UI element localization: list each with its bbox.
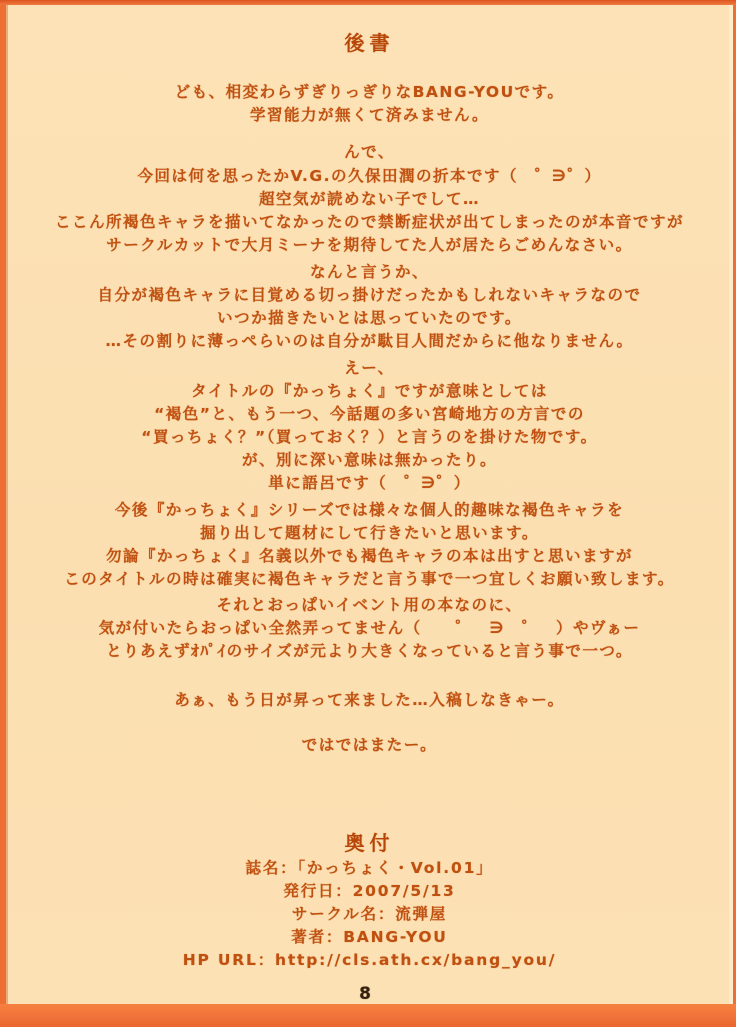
- paragraph: [6, 141, 733, 164]
- text-line: 勿論『かっちょく』名義以外でも褐色キャラの本は出すと思いますが: [105, 547, 633, 565]
- colophon-line: 発行日：2007/5/13: [283, 882, 456, 900]
- text-line: 気が付いたらおっぱい全然弄ってません（ ゜ ∋ ゜ ）やヴぁー: [98, 619, 641, 637]
- paragraph: [6, 165, 733, 257]
- paragraph: [6, 689, 733, 712]
- colophon-line: HP URL：http://cls.ath.cx/bang_you/: [182, 951, 557, 969]
- text-line: このタイトルの時は確実に褐色キャラだと言う事で一つ宜しくお願い致します。: [64, 570, 675, 588]
- paragraph: [6, 261, 733, 353]
- paragraph: [6, 357, 733, 495]
- text-line: 今後『かっちょく』シリーズでは様々な個人的趣味な褐色キャラを: [114, 501, 625, 519]
- text-line: 学習能力が無くて済みません。: [250, 106, 489, 124]
- text-line: あぁ、もう日が昇って来ました…入稿しなきゃー。: [174, 691, 565, 709]
- colophon-title: 奥付: [344, 831, 395, 855]
- afterword-section: [6, 5, 733, 1004]
- text-line: なんと言うか、: [309, 263, 429, 281]
- text-line: 単に語呂です（ ゜∋゜）: [268, 474, 471, 492]
- afterword-body: [6, 81, 733, 757]
- text-line: それとおっぱいイベント用の本なのに、: [216, 596, 523, 614]
- text-line: “買っちょく？”（買っておく？）と言うのを掛けた物です。: [141, 428, 598, 446]
- text-line: …その割りに薄っぺらいのは自分が駄目人間だからに他なりません。: [105, 332, 634, 350]
- text-line: タイトルの『かっちょく』ですが意味としては: [191, 382, 548, 400]
- text-line: 超空気が読めない子でして…: [258, 190, 480, 208]
- paragraph: [6, 499, 733, 591]
- colophon-line: 誌名：「かっちょく・Vol.01」: [245, 859, 494, 877]
- text-line: “褐色”と、もう一つ、今話題の多い宮崎地方の方言での: [154, 405, 585, 423]
- page-border-bottom: [0, 1004, 736, 1027]
- paragraph: [6, 81, 733, 127]
- paper: [6, 5, 733, 1004]
- text-line: 自分が褐色キャラに目覚める切っ掛けだったかもしれないキャラなので: [97, 286, 642, 304]
- paragraph: [6, 734, 733, 757]
- text-line: とりあえずｵﾊﾟｲのサイズが元より大きくなっていると言う事で一つ。: [106, 642, 633, 660]
- text-line: いつか描きたいとは思っていたのです。: [217, 309, 522, 327]
- text-line: 今回は何を思ったかV.G.の久保田潤の折本です（ ゜∋゜）: [137, 167, 602, 185]
- text-line: 掘り出して題材にして行きたいと思います。: [200, 524, 539, 542]
- page-number: 8: [359, 984, 371, 1004]
- afterword-title: 後書: [344, 31, 395, 55]
- colophon-line: 著者：BANG-YOU: [291, 928, 448, 946]
- paragraph: [6, 594, 733, 663]
- colophon-lines: [6, 857, 733, 972]
- text-line: えー、: [344, 359, 395, 377]
- text-line: が、別に深い意味は無かったり。: [241, 451, 497, 469]
- text-line: ではではまたー。: [301, 736, 438, 754]
- colophon-line: サークル名：流弾屋: [291, 905, 448, 923]
- text-line: んで、: [344, 143, 395, 161]
- text-line: サークルカットで大月ミーナを期待してた人が居たらごめんなさい。: [106, 236, 633, 254]
- text-line: ども、相変わらずぎりっぎりなBANG-YOUです。: [174, 83, 565, 101]
- text-line: ここん所褐色キャラを描いてなかったので禁断症状が出てしまったのが本音ですが: [54, 213, 684, 231]
